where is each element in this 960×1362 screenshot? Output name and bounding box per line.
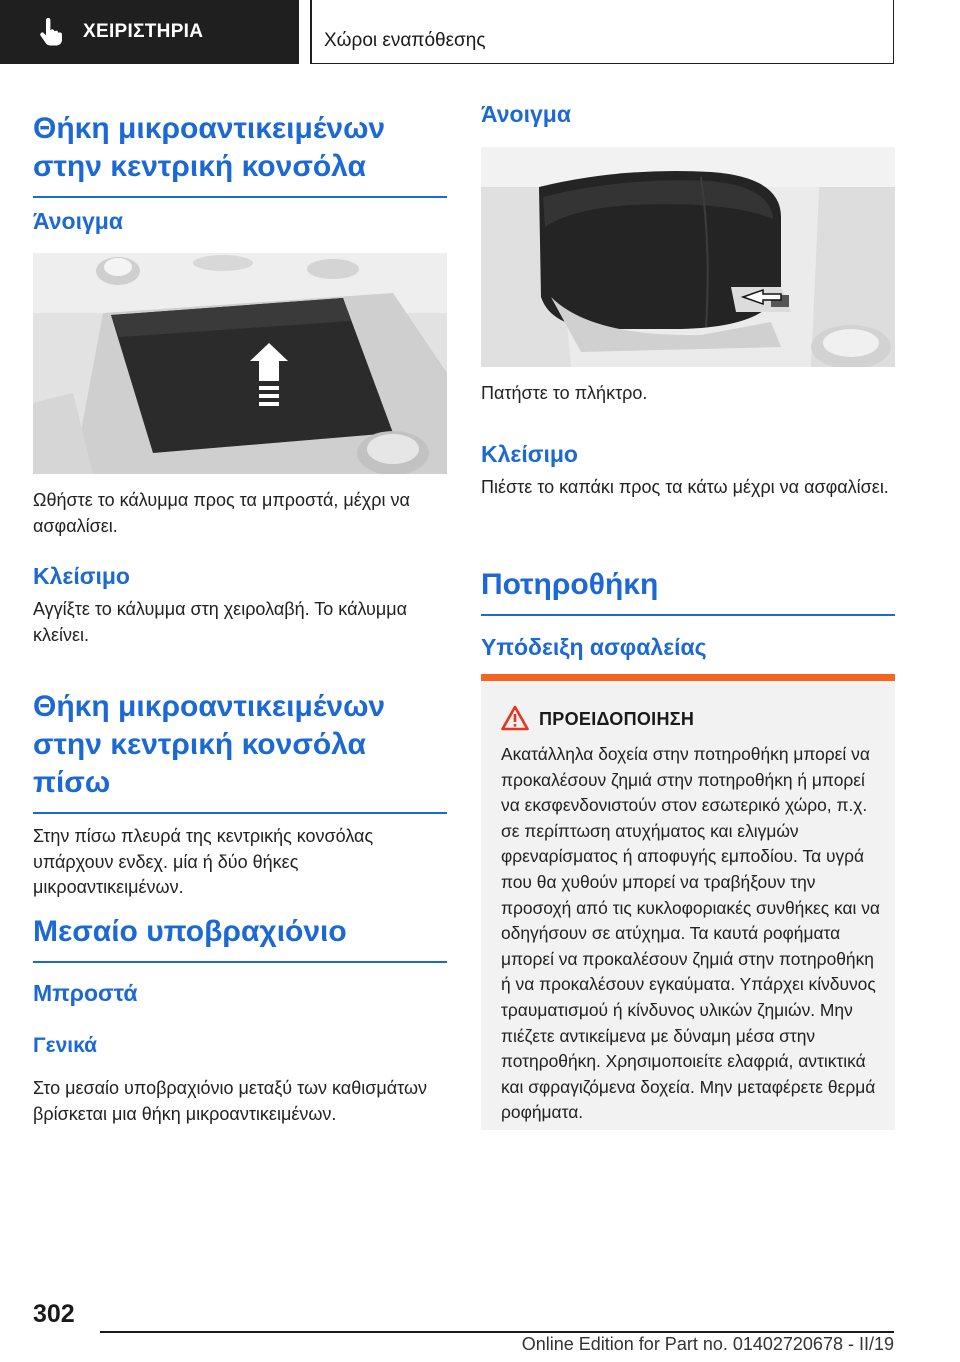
- header-section-tab: [0, 0, 299, 64]
- heading-front: Μπροστά: [33, 980, 138, 1006]
- heading-safety-note: Υπόδειξη ασφαλείας: [481, 634, 707, 660]
- text-close-right: Πιέστε το καπάκι προς τα κάτω μέχρι να ασφαλίσει.: [481, 477, 889, 497]
- footer-edition: Online Edition for Part no. 01402720678 - II/19: [521, 1334, 894, 1354]
- text-close-left: Αγγίξτε το κάλυμμα στη χειρολαβή. Το κάλυμμα κλείνει.: [33, 599, 408, 645]
- hand-pointer-icon: [38, 18, 64, 46]
- heading-cup-holder: Ποτηροθήκη: [481, 568, 659, 601]
- text-rear-tray: Στην πίσω πλευρά της κεντρικής κονσόλας υπάρχουν ενδεχ. μία ή δύο θήκες μικροαντικειμένων.: [33, 826, 374, 897]
- heading-rear-console-tray: Θήκη μικροαντικειμένων στην κεντρική κονσόλα πίσω: [33, 690, 386, 799]
- image-armrest-button: [481, 147, 895, 367]
- header-chapter: [312, 0, 894, 64]
- text-general: Στο μεσαίο υποβραχιόνιο μεταξύ των καθισμάτων βρίσκεται μια θήκη μικροαντικειμένων.: [33, 1078, 428, 1124]
- heading-close-left: Κλείσιμο: [33, 563, 130, 589]
- footer-rule: [100, 1331, 894, 1333]
- header-section-label: ΧΕΙΡΙΣΤΗΡΙΑ: [83, 21, 204, 42]
- heading-open-right: Άνοιγμα: [481, 101, 571, 127]
- heading-close-right: Κλείσιμο: [481, 441, 578, 467]
- section-title-console-tray: [33, 110, 447, 198]
- heading-general: Γενικά: [33, 1034, 98, 1057]
- heading-rule: [33, 812, 447, 814]
- warning-triangle-icon: [501, 705, 529, 731]
- image-console-tray-cover: [33, 253, 447, 474]
- text-press-button: Πατήστε το πλήκτρο.: [481, 383, 648, 403]
- heading-open-left: Άνοιγμα: [33, 208, 123, 234]
- heading-rule: [33, 961, 447, 963]
- heading-rule: [33, 196, 447, 198]
- warning-title: ΠΡΟΕΙΔΟΠΟΙΗΣΗ: [539, 709, 695, 729]
- page-number: 302: [33, 1300, 75, 1328]
- header-chapter-title: Χώροι εναπόθεσης: [324, 30, 486, 51]
- heading-middle-armrest: Μεσαίο υποβραχιόνιο: [33, 915, 347, 948]
- warning-box: [481, 674, 895, 1130]
- warning-text: Ακατάλληλα δοχεία στην ποτηροθήκη μπορεί να προκαλέσουν ζημιά στην ποτηροθήκη ή μπορεί να εκσφενδονιστούν στον εσωτερικό χώρο, π.χ. σε περίπτωση ατυχήματος και ελιγμών φρεναρίσματος ή αποφυγής εμποδίου. Τα υγρά που θα χυθούν μπορεί να τραβήξουν την προσοχή από τις κυκλοφοριακές συνθήκες και να οδηγήσουν σε ατύχημα. Τα καυτά ροφήματα μπορεί να προκαλέσουν ζημιά στην ποτηροθήκη ή να προκαλέσουν εγκαύματα. Υπάρχει κίνδυνος τραυματισμού ή κίνδυνος υλικών ζημιών. Μην πιέζετε αντικείμενα με δύναμη μέσα στην ποτηροθήκη. Χρησιμοποιείτε ελαφριά, αντικτικά και σφραγιζόμενα δοχεία. Μην μεταφέρετε θερμά ροφήματα.: [501, 744, 880, 1123]
- heading-rule: [481, 614, 895, 616]
- text-open-left: Ωθήστε το κάλυμμα προς τα μπροστά, μέχρι να ασφαλίσει.: [33, 490, 410, 536]
- heading-console-tray: Θήκη μικροαντικειμένων στην κεντρική κονσόλα: [33, 112, 386, 183]
